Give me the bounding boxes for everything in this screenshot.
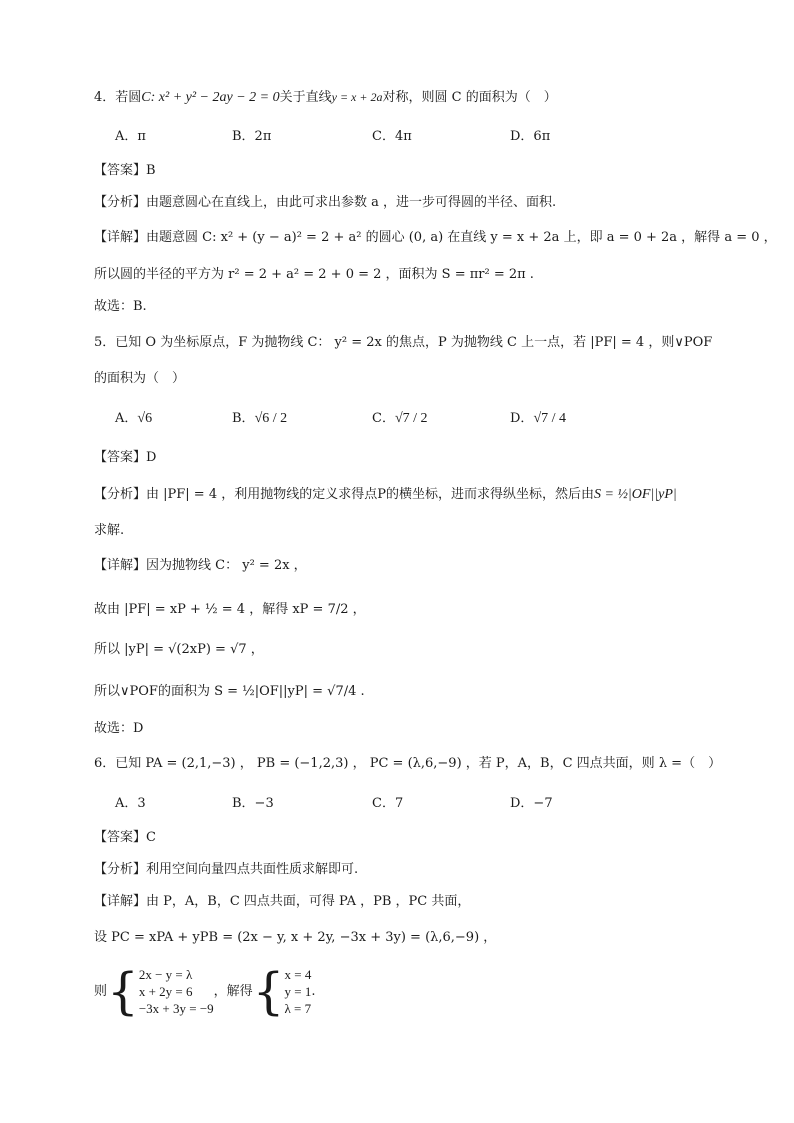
q5-detail-line-2: 故由 |PF| = xP + ½ = 4 ，解得 xP = 7/2 ， (94, 602, 366, 617)
q6-option-b: B．−3 (232, 796, 274, 811)
q5-stem-line-1: 5．已知 O 为坐标原点，F 为抛物线 C： y² = 2x 的焦点，P 为抛物线 C 上一点，若 |PF| = 4 ，则∨POF (94, 335, 713, 350)
q6-option-c: C．7 (372, 796, 404, 811)
q5-option-c-label: C． (372, 411, 395, 426)
q6-answer-value: C (146, 830, 156, 845)
q4-option-a: A．π (115, 129, 146, 144)
q6-solve-word: ，解得 (213, 984, 253, 999)
q4-analysis-text: 由题意圆心在直线上，由此可求出参数 a ，进一步可得圆的半径、面积. (146, 195, 557, 210)
q5-option-d (510, 410, 566, 428)
q6-system-eq-1: 2x − y = λ (138, 967, 193, 982)
q5-detail-line-1 (94, 557, 307, 575)
q4-answer (94, 162, 156, 180)
q5-option-b (232, 410, 287, 428)
q6-stem: 6．已知 PA = (2,1,−3) ， PB = (−1,2,3) ， PC = (λ,6,−9) ，若 P，A，B，C 四点共面，则 λ =（ ） (94, 756, 722, 771)
q4-detail-1: 由题意圆 C: x² + (y − a)² = 2 + a² 的圆心 (0, a) 在直线 y = x + 2a 上，即 a = 0 + 2a ，解得 a = 0 ， (146, 230, 777, 245)
q6-option-d: D．−7 (510, 796, 553, 811)
q6-end-period: . (311, 984, 316, 999)
q6-solution-x: x = 4 (284, 967, 312, 982)
q4-option-c: C．4π (372, 129, 412, 144)
q5-analysis (94, 486, 677, 504)
answer-tag: 【答案】 (94, 830, 147, 845)
q6-system-eq-3: −3x + 3y = −9 (138, 1001, 214, 1016)
q5-option-a-label: A． (115, 411, 138, 426)
q5-detail-line-3: 所以 |yP| = √(2xP) = √7 ， (94, 642, 264, 657)
q5-choice: 故选：D (94, 721, 144, 736)
q4-answer-value: B (146, 163, 156, 178)
q4-stem-prefix: 4．若圆 (94, 90, 142, 105)
q5-answer (94, 449, 156, 467)
q5-stem-line-2: 的面积为（ ） (94, 371, 186, 386)
detail-tag: 【详解】 (94, 894, 147, 909)
q6-analysis-text: 利用空间向量四点共面性质求解即可. (146, 862, 359, 877)
q5-option-d-value: √7 / 4 (533, 411, 567, 426)
q5-analysis-formula: S = ½|OF||yP| (593, 487, 677, 502)
q6-system-equations (139, 966, 214, 1017)
q5-analysis-end: 求解. (94, 523, 125, 538)
q5-option-c-value: √7 / 2 (394, 411, 428, 426)
q4-stem (94, 88, 557, 107)
q4-detail-line-2: 所以圆的半径的平方为 r² = 2 + a² = 2 + 0 = 2 ，面积为 S = πr² = 2π . (94, 267, 534, 282)
q6-system-eq-2: x + 2y = 6 (138, 984, 193, 999)
q6-solution-y: y = 1 (284, 984, 312, 999)
q4-detail-line-1 (94, 229, 777, 247)
q6-answer (94, 829, 156, 847)
detail-tag: 【详解】 (94, 230, 147, 245)
q5-option-b-value: √6 / 2 (254, 411, 288, 426)
detail-tag: 【详解】 (94, 558, 147, 573)
analysis-tag: 【分析】 (94, 487, 147, 502)
q4-analysis (94, 194, 556, 212)
answer-tag: 【答案】 (94, 163, 147, 178)
q6-system-row (94, 962, 315, 1022)
q5-option-a (115, 410, 152, 428)
q4-option-d: D．6π (510, 129, 551, 144)
q4-option-b: B．2π (232, 129, 272, 144)
q5-option-c (372, 410, 428, 428)
analysis-tag: 【分析】 (94, 195, 147, 210)
q6-analysis (94, 861, 358, 879)
q6-detail-line-2: 设 PC = xPA + yPB = (2x − y, x + 2y, −3x + 3y) = (λ,6,−9) ， (94, 930, 497, 945)
answer-tag: 【答案】 (94, 450, 147, 465)
q6-solution (284, 966, 311, 1017)
q4-line-equation: y = x + 2a (331, 90, 383, 104)
q6-detail-1: 由 P，A，B，C 四点共面，可得 PA ，PB ，PC 共面， (146, 894, 471, 909)
left-brace-icon: { (252, 962, 285, 1021)
q5-option-d-label: D． (510, 411, 534, 426)
q5-option-a-value: √6 (137, 411, 153, 426)
q5-detail-line-4: 所以∨POF的面积为 S = ½|OF||yP| = √7/4 . (94, 684, 365, 699)
q6-system-prefix: 则 (94, 984, 108, 999)
q4-circle-equation: C: x² + y² − 2ay − 2 = 0 (141, 90, 280, 105)
q5-answer-value: D (146, 450, 157, 465)
q5-analysis-text: 由 |PF| = 4 ，利用抛物线的定义求得点P的横坐标，进而求得纵坐标，然后由 (146, 487, 594, 502)
analysis-tag: 【分析】 (94, 862, 147, 877)
q6-option-a: A．3 (115, 796, 146, 811)
q5-detail-1: 因为抛物线 C： y² = 2x ， (146, 558, 307, 573)
left-brace-icon: { (107, 962, 139, 1021)
q4-choice: 故选：B. (94, 299, 147, 314)
q5-option-b-label: B． (232, 411, 255, 426)
q4-stem-mid: 关于直线 (279, 90, 332, 105)
q6-detail-line-1 (94, 893, 470, 911)
q4-stem-suffix: 对称，则圆 C 的面积为（ ） (382, 90, 557, 105)
q6-solution-lambda: λ = 7 (284, 1001, 312, 1016)
